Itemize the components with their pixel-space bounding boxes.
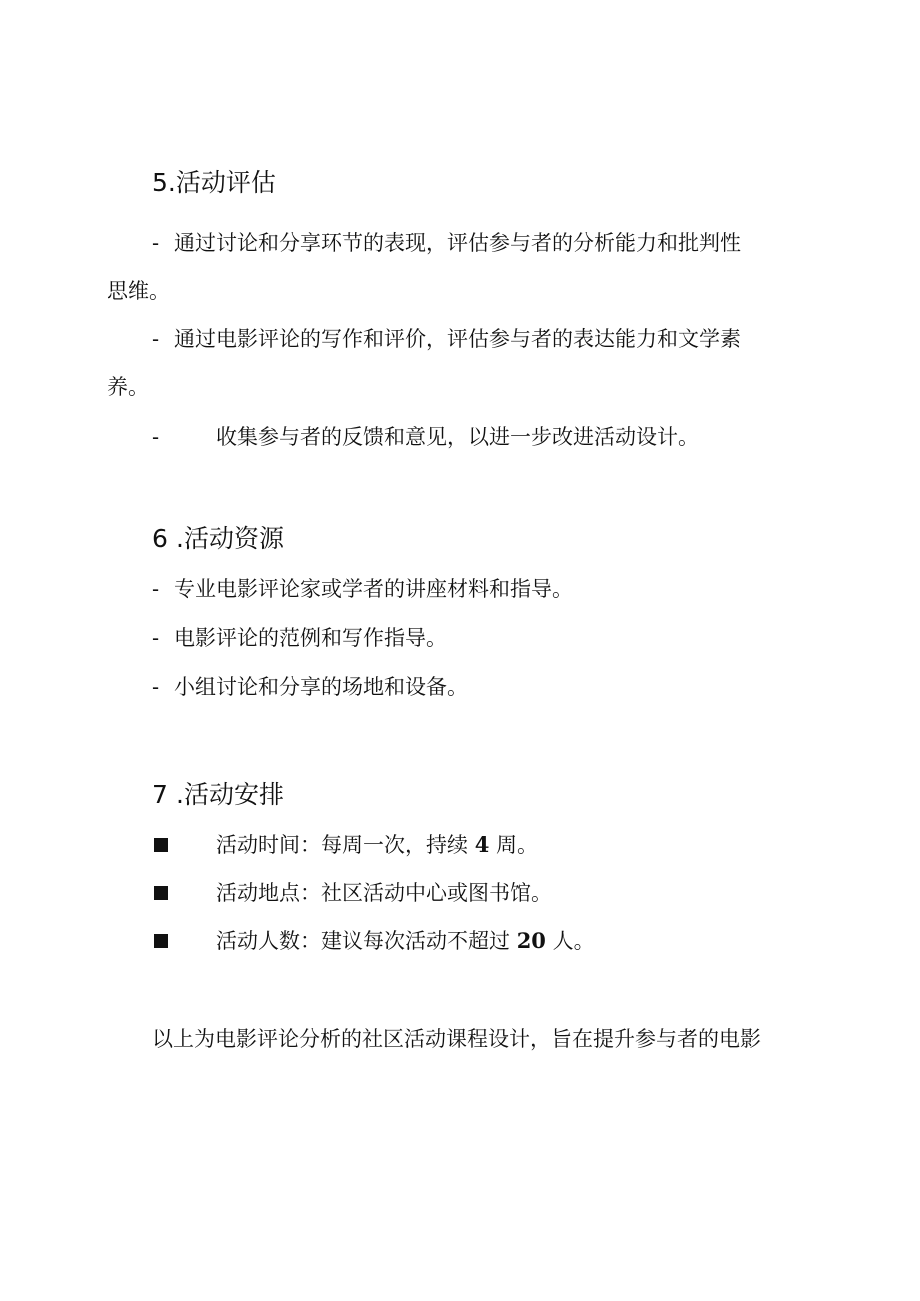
section-6-heading [152, 524, 284, 554]
section-5-item-3-text: 收集参与者的反馈和意见，以进一步改进活动设计。 [216, 425, 699, 449]
section-5-item-3 [152, 422, 699, 452]
section-6-item-1-text: 专业电影评论家或学者的讲座材料和指导。 [174, 577, 573, 601]
section-7-item-2-text: 活动地点：社区活动中心或图书馆。 [216, 881, 552, 905]
section-6-title: .活动资源 [176, 524, 284, 553]
section-6-item-2 [152, 623, 447, 653]
section-6-item-2-text: 电影评论的范例和写作指导。 [174, 626, 447, 650]
square-bullet-icon [154, 934, 168, 948]
section-7-item-1-suffix: 周。 [496, 833, 538, 857]
section-7-item-3-number: 20 [516, 928, 546, 953]
dash-marker: - [152, 626, 160, 650]
section-7-item-1-text: 活动时间：每周一次，持续 [216, 833, 468, 857]
section-5-item-1 [152, 228, 741, 258]
section-6-item-1 [152, 574, 573, 604]
section-5-item-1-line-2: 思维。 [107, 279, 170, 303]
section-6-item-3 [152, 672, 468, 702]
section-7-title: .活动安排 [176, 780, 284, 809]
section-5-number: 5. [152, 168, 176, 197]
conclusion-paragraph: 以上为电影评论分析的社区活动课程设计，旨在提升参与者的电影 [152, 1027, 761, 1051]
section-5-item-2 [152, 324, 741, 354]
section-6-item-3-text: 小组讨论和分享的场地和设备。 [174, 675, 468, 699]
square-bullet-icon [154, 886, 168, 900]
section-7-number: 7 [152, 780, 168, 809]
section-5-item-2-line-1: 通过电影评论的写作和评价，评估参与者的表达能力和文学素 [174, 327, 741, 351]
section-5-heading [152, 168, 276, 198]
section-5-title: 活动评估 [175, 168, 276, 197]
dash-marker: - [152, 327, 160, 351]
section-5-item-2-line-2: 养。 [107, 375, 149, 399]
section-7-item-1-number: 4 [474, 832, 490, 857]
section-7-item-3-suffix: 人。 [552, 929, 595, 953]
section-7-item-3-text: 活动人数：建议每次活动不超过 [216, 929, 510, 953]
section-6-number: 6 [152, 524, 168, 553]
section-5-item-1-line-1: 通过讨论和分享环节的表现，评估参与者的分析能力和批判性 [174, 231, 741, 255]
dash-marker: - [152, 425, 160, 449]
section-7-item-1 [216, 830, 538, 860]
section-7-item-2 [216, 878, 552, 908]
section-7-heading [152, 780, 284, 810]
square-bullet-icon [154, 838, 168, 852]
dash-marker: - [152, 577, 160, 601]
dash-marker: - [152, 231, 160, 255]
dash-marker: - [152, 675, 160, 699]
section-7-item-3 [216, 926, 595, 956]
